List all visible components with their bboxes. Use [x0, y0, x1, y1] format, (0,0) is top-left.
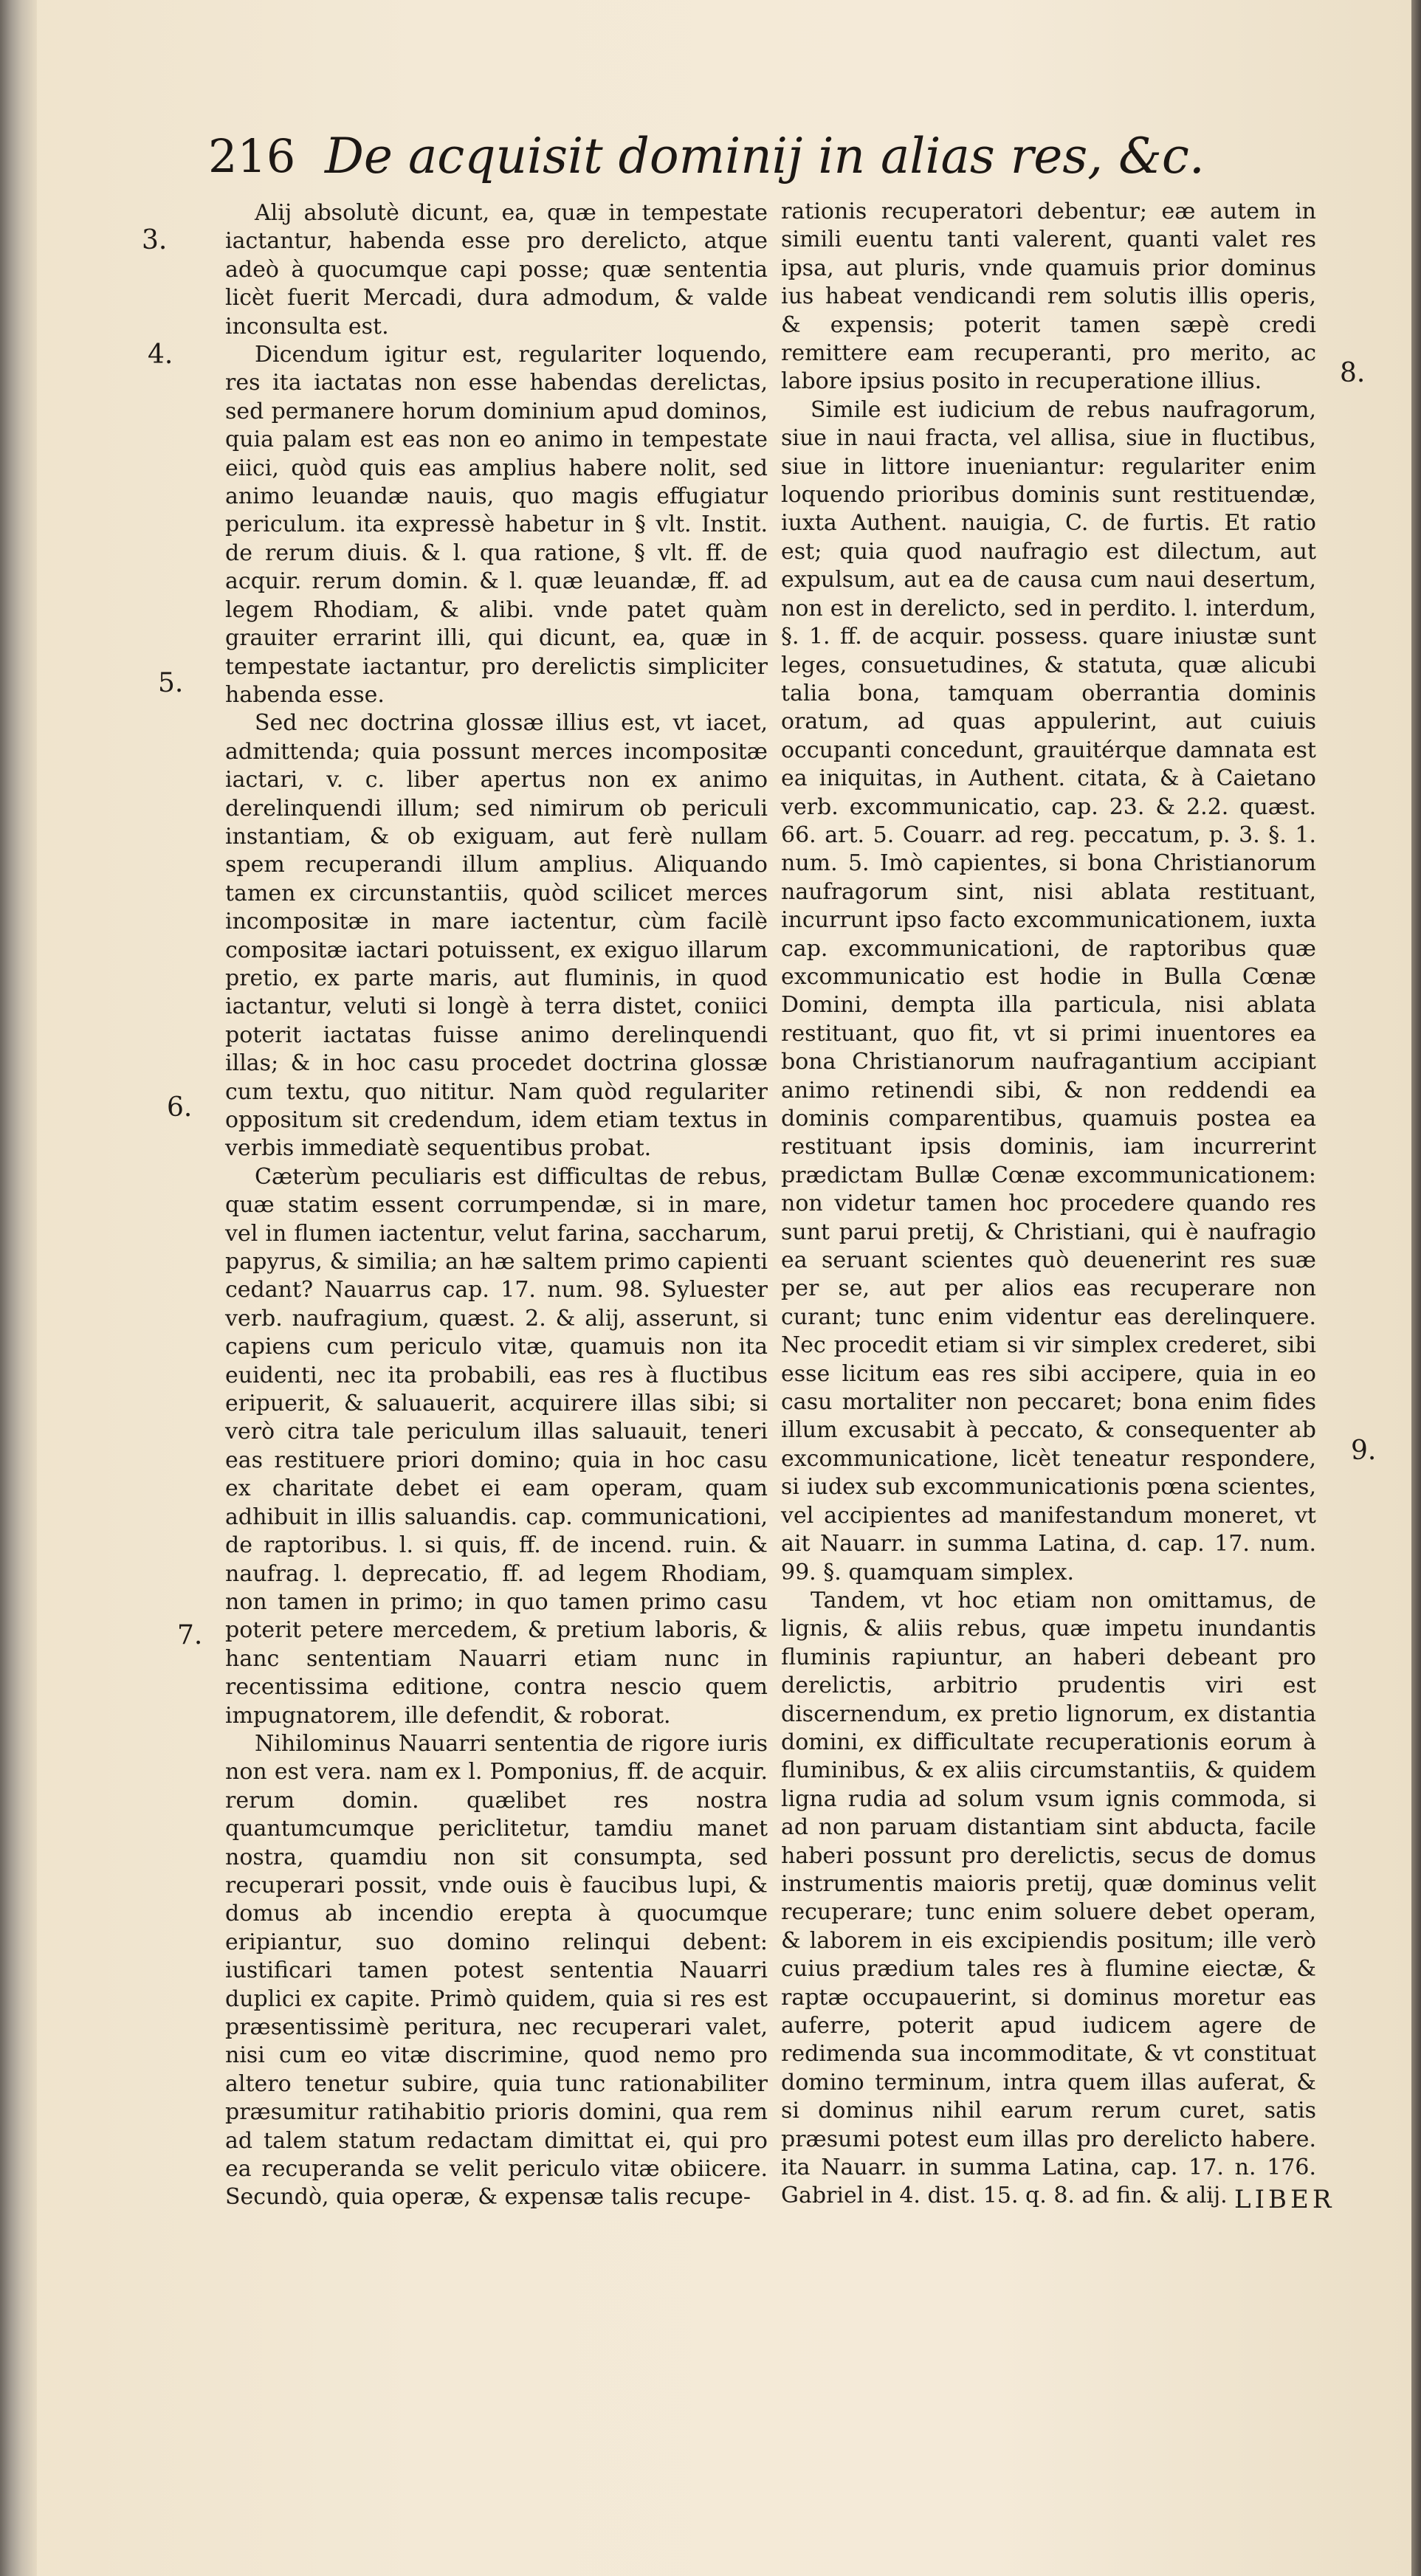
running-head: De acquisit dominij in alias res, &c.: [325, 128, 1205, 185]
catchword: LIBER: [1234, 2185, 1335, 2214]
paragraph: Tandem, vt hoc etiam non omittamus, de lignis, & aliis rebus, quæ impetu inundantis fluminis rapiuntur, an haberi debeant pro derelictis, arbitrio prudentis viri est discernendum, ex pretio lignorum, ex distantia domini, ex difficultate recuperationis eorum à fluminibus, & ex aliis circumstantiis, & quidem ligna rudia ad solum vsum ignis commoda, si ad non paruam distantiam sint abducta, facile haberi possunt pro derelictis, secus de domus instrumentis maioris pretij, quæ dominus velit recuperare; tunc enim soluere debet operam, & laborem in eis excipiendis positum; ille verò cuius prædium tales res à flumine eiectæ, & raptæ occupauerint, si dominus moretur eas auferre, poterit apud iudicem agere de redimenda sua incommoditate, & vt constituat domino terminum, intra quem illas auferat, & si dominus nihil earum rerum curet, satis præsumi potest eum illas pro derelicto habere. ita Nauarr. in summa Latina, cap. 17. n. 176. Gabriel in 4. dist. 15. q. 8. ad fin. & alij.: [781, 1587, 1316, 2209]
page-number: 216: [208, 129, 296, 183]
book-gutter: [0, 0, 37, 2576]
paragraph: Sed nec doctrina glossæ illius est, vt iacet, admittenda; quia possunt merces incompositæ iactari, v. c. liber apertus non ex animo derelinquendi illum; sed nimirum ob periculi instantiam, & ob exiguam, aut ferè nullam spem recuperandi illum amplius. Aliquando tamen ex circunstantiis, quòd scilicet merces incompositæ in mare iactentur, cùm facilè compositæ iactari potuissent, ex exiguo illarum pretio, ex parte maris, aut fluminis, in quod iactantur, veluti si longè à terra distet, coniici poterit iactatas fuisse animo derelinquendi illas; & in hoc casu procedet doctrina glossæ cum textu, quo nititur. Nam quòd regulariter oppositum sit credendum, idem etiam textus in verbis immediatè sequentibus probat.: [225, 710, 768, 1162]
margin-number: 8.: [1340, 358, 1366, 388]
margin-number: 9.: [1351, 1436, 1377, 1466]
paragraph: Cæterùm peculiaris est difficultas de rebus, quæ statim essent corrumpendæ, si in mare, vel in flumen iactentur, velut farina, saccharum, papyrus, & similia; an hæ saltem primo capienti cedant? Nauarrus cap. 17. num. 98. Syluester verb. naufragium, quæst. 2. & alij, asserunt, si capiens cum periculo vitæ, quamuis non ita euidenti, nec ita probabili, eas res à fluctibus eripuerit, & saluauerit, acquirere illas sibi; si verò citra tale periculum illas saluauit, teneri eas restituere priori domino; quia in hoc casu ex charitate debet ei eam operam, quam adhibuit in illis saluandis. cap. communicationi, de raptoribus. l. si quis, ff. de incend. ruin. & naufrag. l. deprecatio, ff. ad legem Rhodiam, non tamen in primo; in quo tamen primo casu poterit petere mercedem, & pretium laboris, & hanc sententiam Nauarri etiam nunc in recentissima editione, contra nescio quem impugnatorem, ille defendit, & roborat.: [225, 1163, 768, 1729]
right-column: [781, 198, 1316, 2211]
margin-number: 7.: [177, 1620, 203, 1650]
margin-number: 5.: [158, 668, 184, 698]
margin-number: 4.: [148, 340, 173, 370]
margin-number: 6.: [167, 1092, 193, 1123]
margin-number: 3.: [142, 225, 168, 255]
page-header: [199, 127, 1233, 186]
paragraph: Nihilominus Nauarri sententia de rigore iuris non est vera. nam ex l. Pomponius, ff. de acquir. rerum domin. quælibet res nostra quantumcumque periclitetur, tamdiu manet nostra, quamdiu non sit consumpta, sed recuperari possit, vnde ouis è faucibus lupi, & domus ab incendio erepta à quocumque eripiantur, suo domino relinqui debent: iustificari tamen potest sententia Nauarri duplici ex capite. Primò quidem, quia si res est præsentissimè peritura, nec recuperari valet, nisi cum eo vitæ discrimine, quod nemo pro altero tenetur subire, quia tunc rationabiliter præsumitur ratihabitio prioris domini, qua rem ad talem statum redactam dimittat ei, qui pro ea recuperanda se velit periculo vitæ obiicere. Secundò, quia operæ, & expensæ talis recupe-: [225, 1730, 768, 2211]
paragraph: Dicendum igitur est, regulariter loquendo, res ita iactatas non esse habendas derelictas, sed permanere horum dominium apud dominos, quia palam est eas non eo animo in tempestate eiici, quòd quis eas amplius habere nolit, sed animo leuandæ nauis, quo magis effugiatur periculum. ita expressè habetur in § vlt. Instit. de rerum diuis. & l. qua ratione, § vlt. ff. de acquir. rerum domin. & l. quæ leuandæ, ff. ad legem Rhodiam, & alibi. vnde patet quàm grauiter errarint illi, qui dicunt, ea, quæ in tempestate iactantur, pro derelictis simpliciter habenda esse.: [225, 342, 768, 708]
paragraph: Alij absolutè dicunt, ea, quæ in tempestate iactantur, habenda esse pro derelicto, atque adeò à quocumque capi posse; quæ sententia licèt fuerit Mercadi, dura admodum, & valde inconsulta est.: [225, 200, 768, 340]
left-column: [225, 199, 768, 2212]
paragraph: Simile est iudicium de rebus naufragorum, siue in naui fracta, vel allisa, siue in fluctibus, siue in littore inueniantur: regulariter enim loquendo prioribus dominis sunt restituendæ, iuxta Authent. nauigia, C. de furtis. Et ratio est; quia quod naufragio est dilectum, aut expulsum, aut ea de causa cum naui desertum, non est in derelicto, sed in perdito. l. interdum, §. 1. ff. de acquir. possess. quare iniustæ sunt leges, consuetudines, & statuta, quæ alicubi talia bona, tamquam oberrantia dominis oratum, ad quas appulerint, aut cuiuis occupanti concedunt, grauitérque damnata est ea iniquitas, in Authent. citata, & à Caietano verb. excommunicatio, cap. 23. & 2.2. quæst. 66. art. 5. Couarr. ad reg. peccatum, p. 3. §. 1. num. 5. Imò capientes, si bona Christianorum naufragorum sint, nisi ablata restituant, incurrunt ipso facto excommunicationem, iuxta cap. excommunicationi, de raptoribus quæ excommunicatio est hodie in Bulla Cœnæ Domini, dempta illa particula, nisi ablata restituant, quo fit, vt si primi inuentores ea bona Christianorum naufragantium accipiant animo retinendi sibi, & non reddendi ea dominis comparentibus, quamuis postea ea restituant ipsis dominis, iam incurrerint prædictam Bullæ Cœnæ excommunicationem: non videtur tamen hoc procedere quando res sunt parui pretij, & Christiani, qui è naufragio ea seruant scientes quò deuenerint res suæ per se, aut per alios eas recuperare non curant; tunc enim videntur eas derelinquere. Nec procedit etiam si vir simplex crederet, sibi esse licitum eas res sibi accipere, quia in eo casu mortaliter non peccaret; bona enim fides illum excusabit à peccato, & consequenter ab excommunicatione, licèt teneatur respondere, si iudex sub excommunicationis pœna scientes, vel accipientes ad manifestandum moneret, vt ait Nauarr. in summa Latina, d. cap. 17. num. 99. §. quamquam simplex.: [781, 396, 1316, 1585]
page-edge: [1411, 0, 1421, 2576]
paragraph: rationis recuperatori debentur; eæ autem in simili euentu tanti valerent, quanti valet res ipsa, aut pluris, vnde quamuis prior dominus ius habeat vendicandi rem solutis illis operis, & expensis; poterit tamen sæpè credi remittere eam recuperanti, pro merito, ac labore ipsius posito in recuperatione illius.: [781, 199, 1316, 395]
